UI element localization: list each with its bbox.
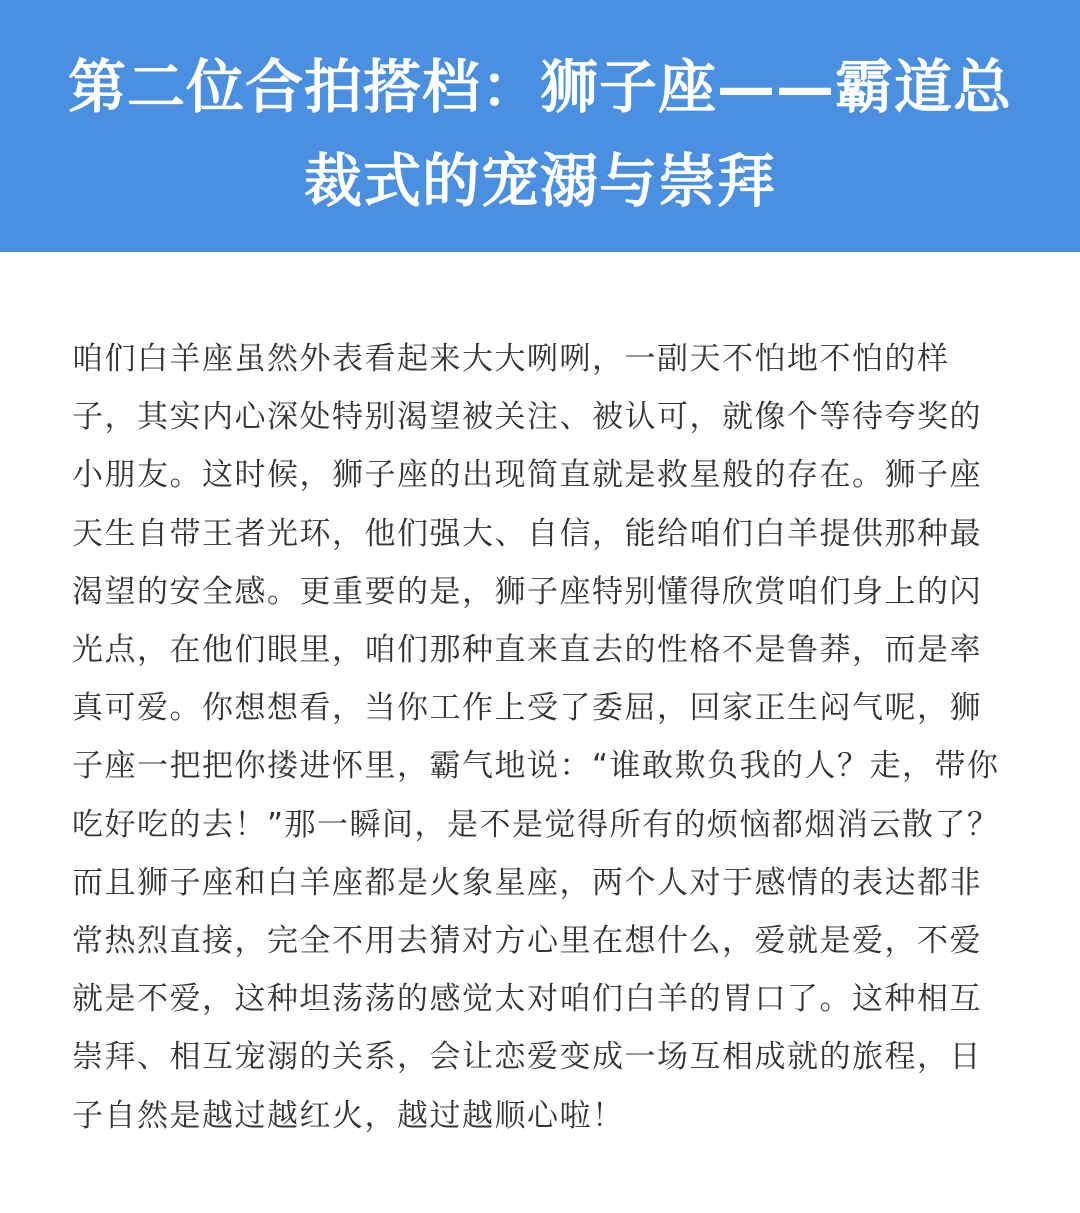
- title-banner: [0, 0, 1080, 252]
- page-title: 第二位合拍搭档：狮子座——霸道总裁式的宠溺与崇拜: [67, 53, 1012, 215]
- article-body: 咱们白羊座虽然外表看起来大大咧咧，一副天不怕地不怕的样子，其实内心深处特别渴望被关注、被认可，就像个等待夸奖的小朋友。这时候，狮子座的出现简直就是救星般的存在。狮子座天生自带王者光环，他们强大、自信，能给咱们白羊提供那种最渴望的安全感。更重要的是，狮子座特别懂得欣赏咱们身上的闪光点，在他们眼里，咱们那种直来直去的性格不是鲁莽，而是率真可爱。你想想看，当你工作上受了委屈，回家正生闷气呢，狮子座一把把你搂进怀里，霸气地说：“谁敢欺负我的人？走，带你吃好吃的去！”那一瞬间，是不是觉得所有的烦恼都烟消云散了？而且狮子座和白羊座都是火象星座，两个人对于感情的表达都非常热烈直接，完全不用去猜对方心里在想什么，爱就是爱，不爱就是不爱，这种坦荡荡的感觉太对咱们白羊的胃口了。这种相互崇拜、相互宠溺的关系，会让恋爱变成一场互相成就的旅程，日子自然是越过越红火，越过越顺心啦！: [72, 341, 1000, 1134]
